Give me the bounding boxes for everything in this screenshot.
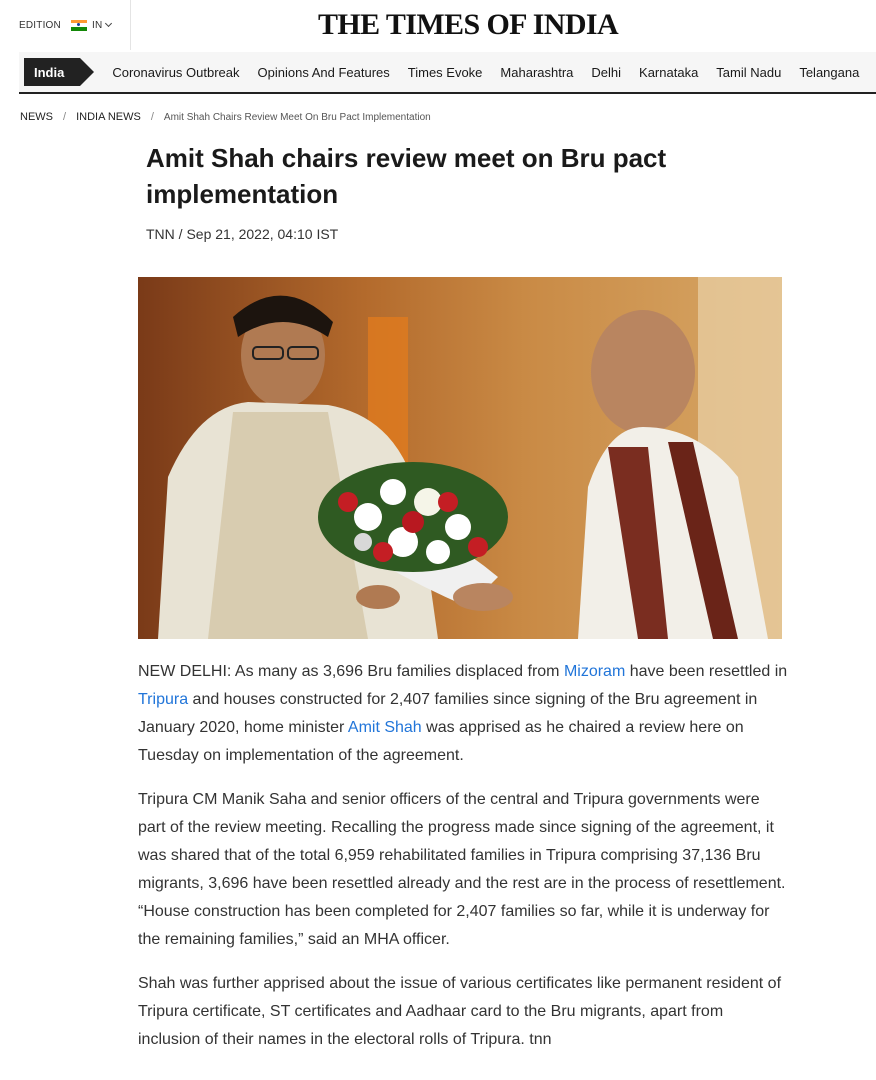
article-paragraph: Tripura CM Manik Saha and senior officers of the central and Tripura governments were part of the review meeting. Recalling the progress made since signing of the agreement, it was shared that of the total 6,959 rehabilitated families in Tripura comprising 37,136 Bru migrants, 3,696 have been resettled already and the rest are in the process of resettlement. “House construction has been completed for 2,407 families so far, while it is underway for the remaining families,” said an MHA officer.	[138, 791, 786, 948]
article-paragraph	[138, 658, 788, 770]
edition-label: EDITION	[19, 19, 61, 31]
nav-item-delhi[interactable]: Delhi	[591, 64, 622, 80]
edition-code: IN	[91, 19, 103, 31]
site-logo[interactable]: THE TIMES OF INDIA	[317, 8, 619, 41]
link-tripura[interactable]: Tripura	[138, 691, 189, 708]
paragraph-text: NEW DELHI: As many as 3,696 Bru families displaced from	[138, 663, 564, 680]
breadcrumb-news[interactable]: NEWS	[20, 111, 53, 123]
article-paragraph: Shah was further apprised about the issue of various certificates like permanent resident of Tripura certificate, ST certificates and Aadhaar card to the Bru migrants, apart from inclusion of their names in the electoral rolls of Tripura. tnn	[138, 975, 782, 1048]
breadcrumb-india-news[interactable]: INDIA NEWS	[76, 111, 141, 123]
nav-item-telangana[interactable]: Telangana	[799, 64, 860, 80]
breadcrumb-separator: /	[63, 111, 67, 123]
paragraph-text: have been resettled in	[625, 663, 788, 680]
breadcrumb-separator: /	[150, 111, 154, 123]
link-mizoram[interactable]: Mizoram	[563, 663, 626, 680]
nav-item-times-evoke[interactable]: Times Evoke	[407, 64, 483, 80]
nav-items	[112, 65, 876, 80]
nav-section-india[interactable]: India	[24, 58, 80, 86]
link-amit-shah[interactable]: Amit Shah	[347, 719, 422, 736]
breadcrumb	[20, 111, 431, 123]
article-body	[138, 658, 788, 1070]
paragraph-text: and houses constructed for 2,407 families since signing of the Bru agreement in January 2020, home minister	[138, 691, 758, 736]
top-bar	[0, 0, 876, 50]
nav-item-maharashtra[interactable]: Maharashtra	[500, 64, 574, 80]
article-byline: TNN / Sep 21, 2022, 04:10 IST	[146, 226, 339, 242]
main-nav	[19, 52, 876, 94]
nav-item-opinions-and-features[interactable]: Opinions And Features	[257, 64, 390, 80]
article-hero-image	[138, 277, 782, 639]
paragraph-text: was apprised as he chaired a review here on Tuesday on implementation of the agreement.	[138, 719, 744, 764]
breadcrumb-current: Amit Shah Chairs Review Meet On Bru Pact Implementation	[163, 111, 431, 123]
nav-item-coronavirus-outbreak[interactable]: Coronavirus Outbreak	[112, 64, 240, 80]
nav-item-karnataka[interactable]: Karnataka	[639, 64, 699, 80]
nav-item-tamil-nadu[interactable]: Tamil Nadu	[716, 64, 782, 80]
article-headline: Amit Shah chairs review meet on Bru pact implementation	[146, 143, 667, 209]
